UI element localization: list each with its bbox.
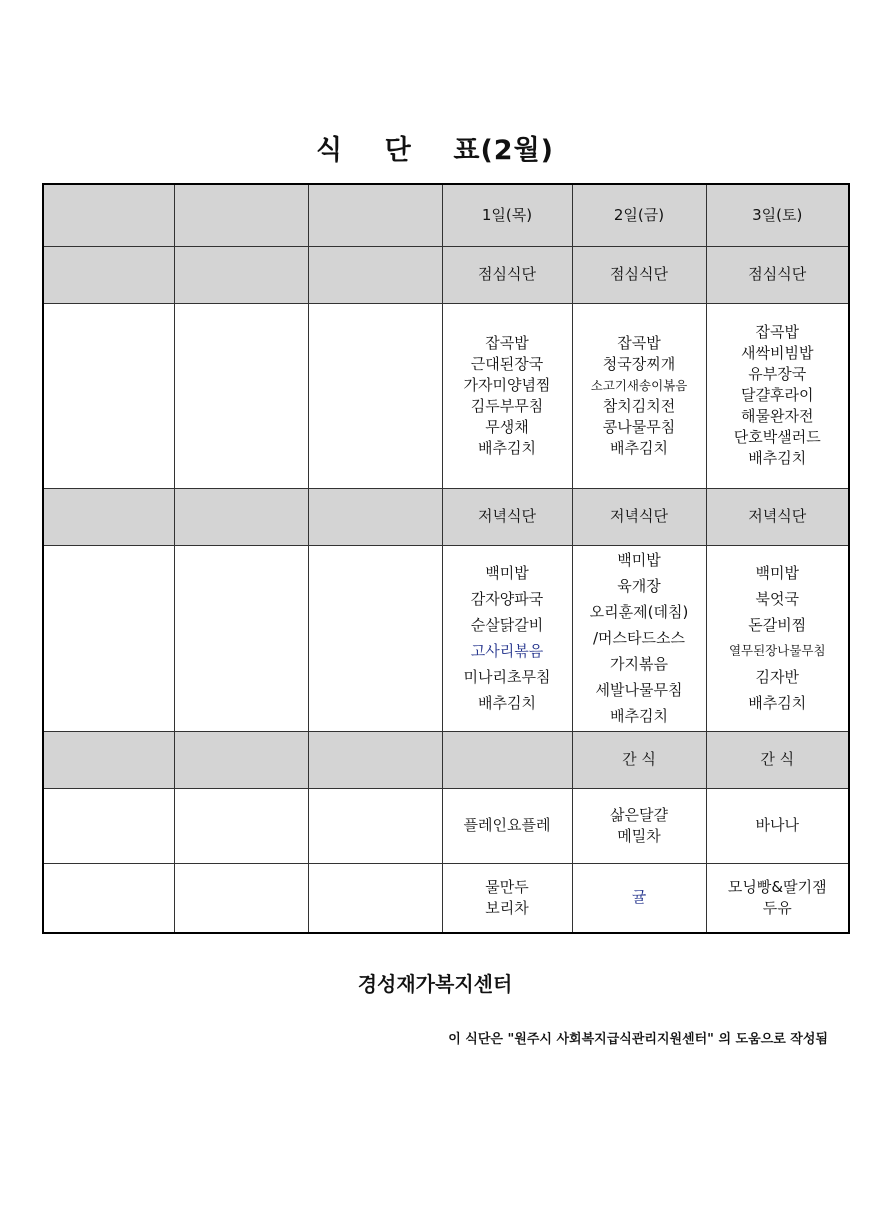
menu-item: 참치김치전 [602,396,676,415]
empty-cell [308,788,442,863]
empty-cell [308,545,442,731]
snack-label: 간 식 [572,731,706,788]
lunch-menu-cell [706,303,849,488]
menu-item: 근대된장국 [470,354,544,373]
empty-cell [174,488,308,545]
menu-item: 콩나물무침 [602,417,676,436]
empty-cell [308,863,442,933]
empty-cell [174,246,308,303]
menu-item: 배추김치 [748,694,807,712]
menu-item: 김두부무침 [470,396,544,415]
lunch-label: 점심식단 [706,246,849,303]
snack-item: 보리차 [485,898,529,917]
snack-cell [706,788,849,863]
menu-item: 청국장찌개 [602,354,676,373]
empty-cell [308,731,442,788]
empty-cell [43,488,174,545]
lunch-label: 점심식단 [442,246,572,303]
menu-item: 유부장국 [748,365,807,383]
empty-cell [308,303,442,488]
menu-item: 김자반 [755,668,799,686]
snack-cell [442,863,572,933]
menu-item: 오리훈제(데침) [589,603,689,621]
empty-cell [308,488,442,545]
dinner-label-row [43,488,849,545]
snack-label-row [43,731,849,788]
snack-item: 두유 [762,898,792,917]
menu-item: 소고기새송이볶음 [590,377,688,393]
menu-item: 배추김치 [748,449,807,467]
menu-item: 육개장 [617,577,661,595]
menu-item: 달걀후라이 [741,386,814,404]
menu-item: 새싹비빔밥 [741,344,814,362]
empty-cell [43,863,174,933]
menu-item: 잡곡밥 [755,323,799,341]
organization-name: 경성재가복지센터 [357,972,513,996]
menu-item: 단호박샐러드 [733,428,821,446]
menu-item: 배추김치 [478,694,536,712]
empty-cell [174,545,308,731]
dinner-label: 저녁식단 [572,488,706,545]
menu-item-highlighted: 고사리볶음 [470,642,544,660]
snack-label: 간 식 [706,731,849,788]
menu-item: 가자미양념찜 [463,375,551,394]
snack-item: 모닝빵&딸기잼 [727,877,827,896]
menu-item: 배추김치 [610,707,668,725]
menu-item: 잡곡밥 [485,333,529,352]
snack-row-1 [43,788,849,863]
snack-label [442,731,572,788]
lunch-label-row [43,246,849,303]
empty-cell [43,731,174,788]
menu-table [42,183,850,934]
menu-item: 감자양파국 [470,590,544,608]
empty-cell [174,788,308,863]
menu-item: 열무된장나물무침 [728,643,826,658]
lunch-menu-cell [442,303,572,488]
snack-item: 메밀차 [617,826,661,845]
lunch-menu-row [43,303,849,488]
snack-item: 바나나 [755,816,799,834]
empty-cell [43,246,174,303]
menu-item: 해물완자전 [741,407,814,425]
menu-item: 무생채 [485,417,529,436]
snack-cell [706,863,849,933]
snack-item: 플레인요플레 [463,816,551,834]
dinner-menu-cell [442,545,572,731]
menu-item: 가지볶음 [610,655,668,673]
dinner-label: 저녁식단 [706,488,849,545]
dinner-menu-cell [706,545,849,731]
empty-cell [174,303,308,488]
menu-item: 돈갈비찜 [748,616,807,634]
date-header: 1일(목) [442,184,572,246]
date-header: 3일(토) [706,184,849,246]
empty-cell [43,788,174,863]
dinner-label: 저녁식단 [442,488,572,545]
empty-cell [43,545,174,731]
menu-item: 백미밥 [617,551,661,569]
menu-item: 북엇국 [755,590,799,608]
menu-item: 세발나물무침 [595,681,683,699]
menu-item: 배추김치 [610,438,668,457]
snack-cell [572,863,706,933]
footer-note: 이 식단은 "원주시 사회복지급식관리지원센터" 의 도움으로 작성됨 [448,1032,828,1047]
empty-cell [308,246,442,303]
menu-item: 백미밥 [755,564,799,582]
menu-item: 미나리초무침 [463,668,551,686]
snack-item: 삶은달걀 [610,805,668,824]
menu-item: 순살닭갈비 [470,616,544,634]
date-header-row [43,184,849,246]
lunch-menu-cell [572,303,706,488]
empty-cell [43,303,174,488]
snack-item: 물만두 [485,877,529,896]
menu-item: /머스타드소스 [593,629,685,647]
menu-item: 잡곡밥 [617,333,661,352]
date-header: 2일(금) [572,184,706,246]
empty-cell [174,184,308,246]
dinner-menu-cell [572,545,706,731]
empty-cell [43,184,174,246]
page-title: 식 단 표(2월) [316,135,554,166]
lunch-label: 점심식단 [572,246,706,303]
snack-cell [442,788,572,863]
empty-cell [174,731,308,788]
menu-item: 배추김치 [478,438,536,457]
snack-cell [572,788,706,863]
snack-row-2 [43,863,849,933]
empty-cell [308,184,442,246]
empty-cell [174,863,308,933]
snack-item-highlighted: 귤 [631,888,647,907]
menu-item: 백미밥 [485,564,529,582]
dinner-menu-row [43,545,849,731]
